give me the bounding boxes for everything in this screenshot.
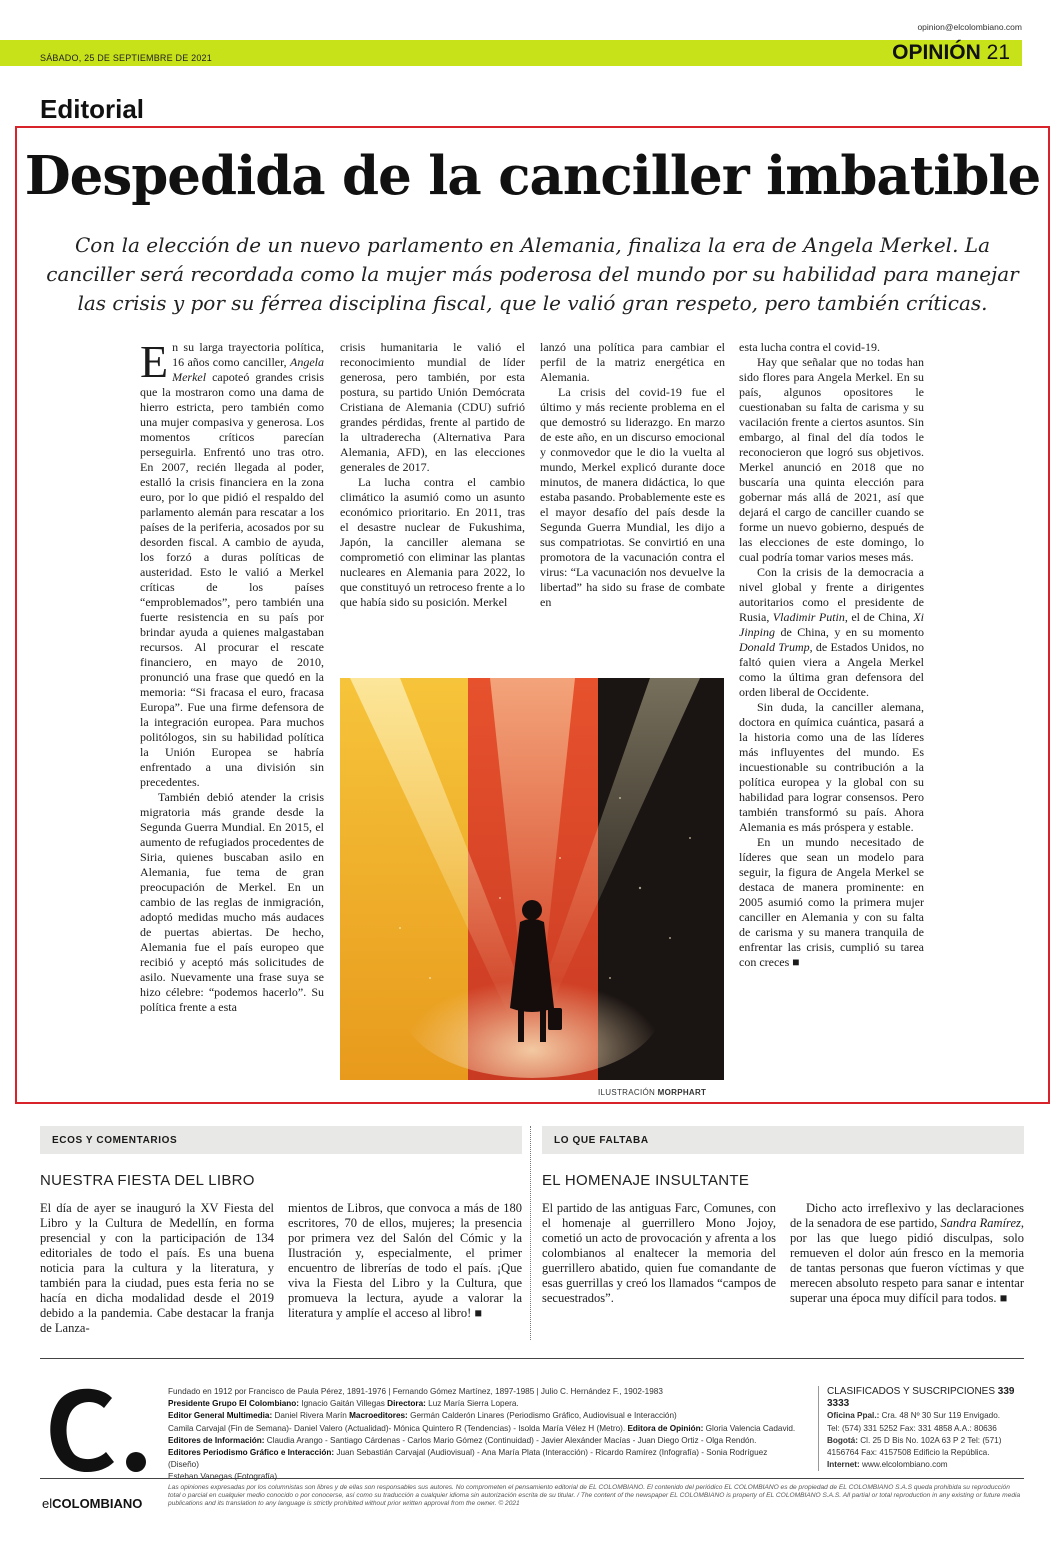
text: mientos de Libros, que convoca a más de 180 escritores, 70 de ellos, mujeres; la presencia por primera vez del Salón del Cómic y la Ilustración y, especialmente, el primer encuentro de librerías de todo el país. ¡Que viva la Fiesta del Libro y la Cultura, que promueva la lectura, ayude a valorar la literatura y amplíe el acceso al libro! xyxy=(288,1201,522,1320)
masthead-staff xyxy=(168,1386,800,1484)
faltaba-column-2 xyxy=(790,1201,1024,1341)
editorial-column-2 xyxy=(340,340,525,660)
paragraph: El partido de las antiguas Farc, Comunes, con el homenaje al guerrillero Mono Jojoy, cometió un acto de provocación y afrenta a los colombianos al enaltecer la memoria del guerrillero abatido, quien fue comandante de esas guerrillas y creó los llamados “campos de secuestrados”. xyxy=(542,1201,776,1305)
text: Dicho acto irreflexivo y las declaraciones de la senadora de ese partido, xyxy=(790,1201,1024,1230)
masthead-key: Editor General Multimedia: xyxy=(168,1411,273,1421)
masthead-key: Directora: xyxy=(387,1399,426,1409)
masthead-value: Gloria Valencia Cadavid. xyxy=(703,1423,796,1433)
editorial-column-1 xyxy=(140,340,324,1090)
office-address xyxy=(827,1410,1028,1422)
credit-name: MORPHART xyxy=(657,1088,707,1097)
brand-main: COLOMBIANO xyxy=(52,1496,143,1511)
masthead-line xyxy=(168,1435,800,1447)
masthead-line xyxy=(168,1410,800,1422)
office-value: Cra. 48 Nº 30 Sur 119 Envigado. xyxy=(879,1411,1001,1421)
faltaba-bar-label: LO QUE FALTABA xyxy=(554,1135,649,1146)
credit-prefix: ILUSTRACIÓN xyxy=(598,1088,656,1097)
text: En un mundo necesitado de líderes que sean un modelo para seguir, la figura de Angela Merkel se destaca de manera prominente: en 2005 asumió como la primera mujer canciller en Alemania y con su falta de carisma y su manera tranquila de enfrentar las crisis, cumplió su tarea con creces xyxy=(739,835,924,969)
masthead-key: Presidente Grupo El Colombiano: xyxy=(168,1399,300,1409)
editorial-column-4 xyxy=(739,340,924,1090)
paragraph: Hay que señalar que no todas han sido flores para Angela Merkel. En su país, algunos opositores le cuestionaban su falta de carisma y su vacilación frente a ciertos asuntos. Sin embargo, al final del día todos le reconocieron que logró sus objetivos. Merkel anunció en 2018 que no buscaría una quinta elección para gobernar más allá de 2021, así que dejará el cargo de canciller cuando se forme un nuevo gobierno, después de las elecciones de este domingo, lo cual podría tomar varios meses más. xyxy=(739,355,924,564)
elcolombiano-logo xyxy=(40,1380,160,1480)
illustration-credit xyxy=(598,1088,706,1097)
editorial-label: Editorial xyxy=(40,94,145,124)
logo-c-icon xyxy=(40,1380,160,1480)
classifieds-title xyxy=(827,1386,1028,1410)
paragraph: Sin duda, la canciller alemana, doctora en química cuántica, pasará a la historia como una de las líderes más influyentes del mundo. Es incuestionable su contribución a la política europea y la global con su habilidad para lograr consensos. Pero también transformó su país. Ahora Alemania es más próspera y estable. xyxy=(739,700,924,834)
faltaba-title: EL HOMENAJE INSULTANTE xyxy=(542,1172,750,1189)
ecos-bar-label: ECOS Y COMENTARIOS xyxy=(52,1135,178,1146)
masthead-key: Editores de Información: xyxy=(168,1435,265,1445)
legal-rule xyxy=(40,1478,1024,1479)
brand-name xyxy=(42,1496,142,1511)
faltaba-column-1 xyxy=(542,1201,776,1341)
person-name: Xi Jinping xyxy=(739,610,924,639)
bogota-phones: 4156764 Fax: 4157508 Edificio la República. xyxy=(827,1448,990,1458)
person-name: Angela Merkel xyxy=(172,355,324,384)
brand-prefix: el xyxy=(42,1496,53,1511)
paragraph xyxy=(739,565,924,700)
classifieds-label: CLASIFICADOS Y SUSCRIPCIONES xyxy=(827,1386,996,1397)
person-name: Sandra Ramírez xyxy=(940,1216,1021,1230)
editorial-illustration xyxy=(340,678,724,1080)
person-name: Donald Trump xyxy=(739,640,810,654)
ecos-column-1 xyxy=(40,1201,274,1341)
paragraph xyxy=(288,1201,522,1321)
masthead-value: Camila Carvajal (Fin de Semana)- Daniel Valero (Actualidad)- Mónica Quintero R (Tendencias) - Isolda María Vélez H (Metro). xyxy=(168,1423,628,1433)
bogota-address xyxy=(827,1435,1028,1447)
paragraph xyxy=(790,1201,1024,1306)
text: Con la crisis de la democracia a nivel global y frente a dirigentes autoritarios como el presidente de Rusia, xyxy=(739,565,924,624)
illustration-svg xyxy=(340,678,724,1080)
editorial-headline: Despedida de la canciller imbatible xyxy=(24,145,1041,207)
masthead-line xyxy=(168,1447,800,1471)
page-number: 21 xyxy=(986,41,1010,64)
text: de China, y en su momento xyxy=(775,625,924,639)
paragraph: crisis humanitaria le valió el reconocimiento mundial de líder generosa, pero también, por esta postura, su partido Unión Demócrata Cristiana de Alemania (CDU) sufrió grandes pérdidas, frente al partido de la ultraderecha (Alternativa Para Alemania, AFD), en las elecciones generales de 2017. xyxy=(340,340,525,474)
ecos-section-bar xyxy=(40,1126,522,1154)
section-label: OPINIÓN xyxy=(892,41,981,64)
text: , por las que luego pidió disculpas, solo remueven el dolor aún fresco en la memoria de tantas personas que fueron víctimas y que merecen absoluto respeto para sanar e intentar superar una época muy difícil para todos. xyxy=(790,1216,1024,1305)
paragraph: También debió atender la crisis migratoria más grande desde la Segunda Guerra Mundial. En 2015, el aumento de refugiados procedentes de Siria, quienes buscaban asilo en Alemania, fue tema de gran preocupación de Merkel. En un cambio de las reglas de inmigración, adoptó medidas mucho más audaces de puertas abiertas. De hecho, Alemania fue el país europeo que recibió y aceptó más solicitudes de asilo. Nuevamente una frase suya se hizo célebre: “podemos hacerlo”. Su política frente a esta xyxy=(140,790,324,1014)
paragraph: esta lucha contra el covid-19. xyxy=(739,340,880,354)
paragraph xyxy=(739,835,924,970)
masthead-value: Claudia Arango - Santiago Cárdenas - Carlos Mario Gómez (Continuidad) - Javier Alexánder Macías - Juan Diego Ortiz - Olga Rendón. xyxy=(264,1435,757,1445)
masthead-key: Macroeditores: xyxy=(349,1411,408,1421)
masthead-line xyxy=(168,1398,800,1410)
bogota-key: Bogotá: xyxy=(827,1435,858,1445)
paragraph: La lucha contra el cambio climático la asumió como un asunto económico prioritario. En 2011, tras el desastre nuclear de Fukushima, Japón, la canciller alemana se comprometió con eliminar las plantas nucleares en Alemania para 2022, lo que constituyó un retroceso frente a lo que había sido su posición. Merkel xyxy=(340,475,525,609)
column-divider xyxy=(530,1126,531,1340)
ecos-column-2 xyxy=(288,1201,522,1341)
text: , el de China, xyxy=(844,610,914,624)
paragraph: La crisis del covid-19 fue el último y más reciente problema en el que demostró su liderazgo. En marzo de este año, en un discurso emocional y conmovedor que le dio la vuelta al mundo, Merkel explicó durante doce minutos, de manera didáctica, lo que estaba pasando. Probablemente este es el mayor desafío del país desde la Segunda Guerra Mundial, les dijo a sus compatriotas. Se convirtió en una promotora de la vacunación contra el virus: “La vacunación nos devuelve la libertad” ha sido su frase de combate en xyxy=(540,385,725,609)
text: , de Estados Unidos, no faltó quien viera a Angela Merkel como la última gran defensora del orden liberal de Occidente. xyxy=(739,640,924,699)
masthead-founded: Fundado en 1912 por Francisco de Paula Pérez, 1891-1976 | Fernando Gómez Martínez, 1897-1985 | Julio C. Hernández F., 1902-1983 xyxy=(168,1387,663,1396)
masthead-value: Juan Sebastián Carvajal (Audiovisual) - Ana María Plata (Interacción) - Ricardo Ramírez (Infografía) - Sonia Rodríguez (Diseño) xyxy=(168,1448,768,1470)
end-mark: ■ xyxy=(999,1291,1008,1305)
faltaba-section-bar xyxy=(542,1126,1024,1154)
masthead-key: Editores Periodismo Gráfico e Interacción: xyxy=(168,1448,335,1458)
bogota-value: Cl. 25 D Bis No. 102A 63 P 2 Tel: (571) xyxy=(857,1435,1002,1445)
end-mark: ■ xyxy=(474,1306,482,1320)
footer-rule xyxy=(40,1358,1024,1359)
classifieds-phone[interactable]: 339 3333 xyxy=(827,1386,1015,1410)
end-mark: ■ xyxy=(792,955,800,969)
masthead-value: Daniel Rivera Marín xyxy=(272,1411,350,1421)
editorial-column-3 xyxy=(540,340,725,660)
section-name xyxy=(892,41,1010,65)
text: capoteó grandes crisis que la mostraron como una dama de hierro estricta, pero también como una mujer compasiva y generosa. Los momentos críticos parecían perseguirla. Enfrentó uno tras otro. En 2007, recién llegada al poder, estalló la crisis financiera en la zona euro, por lo que pidió el respaldo del parlamento alemán para rescatar a los países de la periferia, acosados por su desorden fiscal. A cambio de ayuda, los forzó a duras políticas de austeridad. Esto le valió a Merkel críticas de los países “emproblemados”, pero también una fuerte resistencia en su país por brindar ayuda a quienes malgastaban recursos. Al procurar el rescate financiero, en mayo de 2010, pronunció una frase que quedó en la memoria: “Si fracasa el euro, fracasa Europa”. Fue una firme defensora de la integración europea. Para muchos politólogos, sin su habilidad política la Unión Europea se habría enfrentado a una división sin precedentes. xyxy=(140,370,324,789)
drop-cap: E xyxy=(140,340,169,387)
masthead-line xyxy=(168,1423,800,1435)
masthead-value: Ignacio Gaitán Villegas xyxy=(299,1399,388,1409)
paragraph: El día de ayer se inauguró la XV Fiesta del Libro y la Cultura de Medellín, en forma presencial y con la participación de 134 editoriales de todo el país. Es una buena noticia para la cultura y la literatura, y también para la ciudad, pues esta feria no se hacía en dicha modalidad desde el 2019 debido a la pandemia. Cabe destacar la franja de Lanza- xyxy=(40,1201,274,1335)
text: n su larga trayectoria política, 16 años como canciller, xyxy=(172,340,324,369)
masthead-value: Germán Calderón Linares (Periodismo Gráfico, Audiovisual e Interacción) xyxy=(407,1411,677,1421)
editorial-dek: Con la elección de un nuevo parlamento en Alemania, finaliza la era de Angela Merkel. La canciller será recordada como la mujer más poderosa del mundo por su habilidad para manejar las crisis y por su férrea disciplina fiscal, que le valió gran respeto, pero también críticas. xyxy=(46,233,1019,315)
paragraph: lanzó una política para cambiar el perfil de la matriz energética en Alemania. xyxy=(540,340,725,384)
masthead-key: Editora de Opinión: xyxy=(627,1423,704,1433)
masthead-value: Luz María Sierra Lopera. xyxy=(425,1399,519,1409)
classifieds-box xyxy=(818,1386,1028,1471)
website xyxy=(827,1459,1028,1471)
masthead-line: Esteban Vanegas (Fotografía). xyxy=(168,1472,280,1482)
header-email[interactable]: opinion@elcolombiano.com xyxy=(917,22,1022,32)
website-key: Internet: xyxy=(827,1460,860,1470)
legal-notice: Las opiniones expresadas por los columnistas son libres y de ellas son responsables sus autores. No comprometen el pensamiento editorial de EL COLOMBIANO. El contenido del periódico EL COLOMBIANO es de propiedad de EL COLOMBIANO S.A.S queda prohibida su reproducción total o parcial en cualquier medio conocido o por conocerse, así como su traducción a cualquier idioma sin autorización escrita de su titular. / The content of the newspaper EL COLOMBIANO is property of EL COLOMBIANO S.A.S. All partial or total reproduction in any existing or future media publications and its translation to any language is strictly prohibited without prior written approval from the owner. © 2021 xyxy=(168,1484,1021,1507)
website-link[interactable]: www.elcolombiano.com xyxy=(859,1460,948,1470)
person-name: Vladimir Putin xyxy=(772,610,845,624)
office-phones: Tel: (574) 331 5252 Fax: 331 4858 A.A.: 80636 xyxy=(827,1423,997,1433)
paragraph xyxy=(140,340,324,790)
issue-date: SÁBADO, 25 DE SEPTIEMBRE DE 2021 xyxy=(40,53,212,63)
office-key: Oficina Ppal.: xyxy=(827,1411,880,1421)
ecos-title: NUESTRA FIESTA DEL LIBRO xyxy=(40,1172,255,1189)
